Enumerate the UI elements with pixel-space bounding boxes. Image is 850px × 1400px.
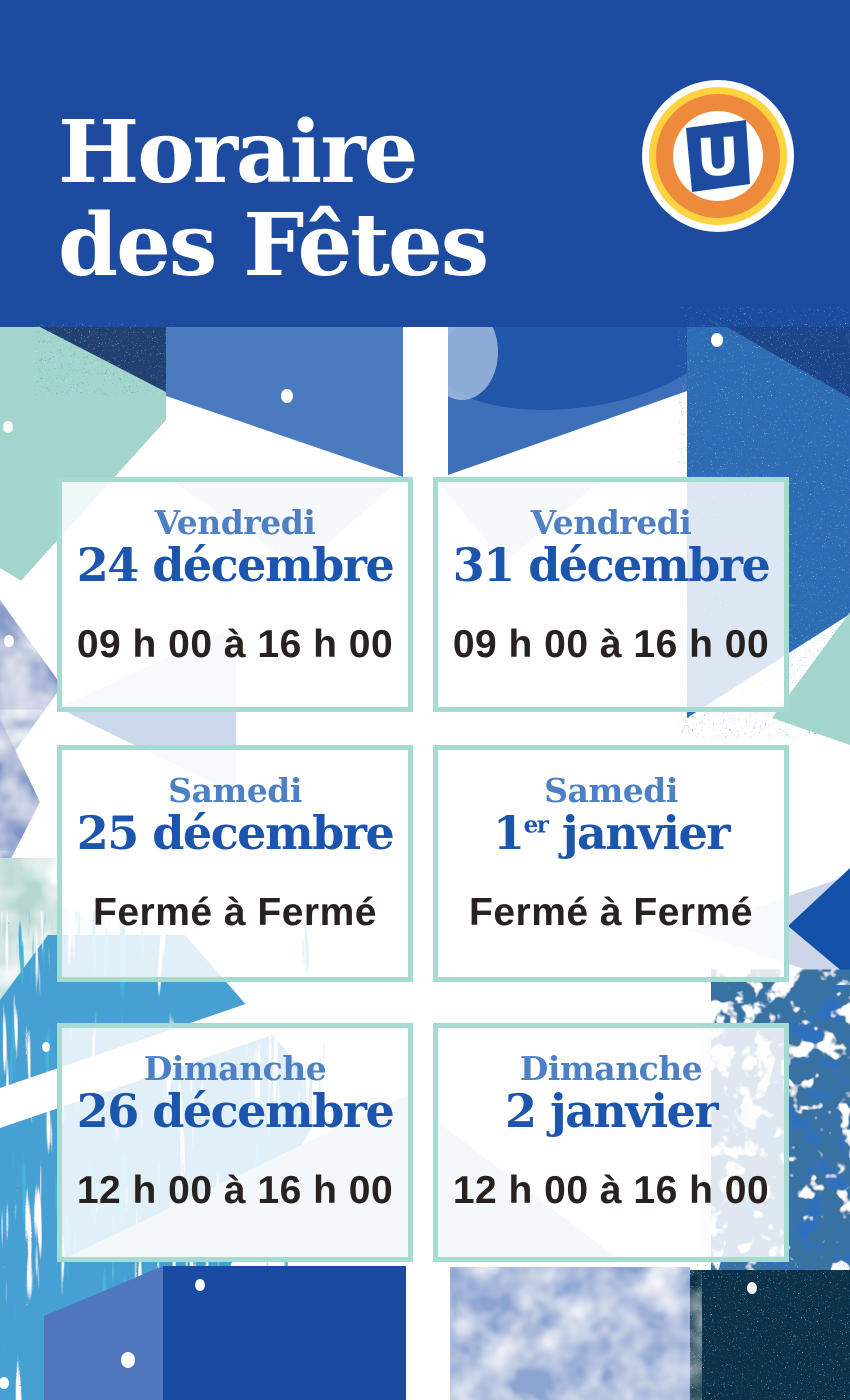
watercolor-texture [450, 1267, 690, 1400]
date-label: 24 décembre [76, 537, 394, 592]
page-title: Horaire des Fêtes [58, 101, 488, 297]
schedule-card [433, 477, 789, 712]
brand-logo [641, 79, 795, 233]
schedule-card [433, 745, 789, 982]
day-label: Dimanche [519, 1049, 703, 1088]
date-label: 2 janvier [504, 1083, 718, 1138]
date-label: 31 décembre [452, 537, 770, 592]
schedule-card [57, 1023, 413, 1262]
time-label: 12 h 00 à 16 h 00 [76, 1168, 394, 1212]
date-label: 25 décembre [76, 805, 394, 860]
day-label: Samedi [544, 771, 678, 810]
dark-glitter [690, 1270, 850, 1400]
day-label: Samedi [168, 771, 302, 810]
time-label: 09 h 00 à 16 h 00 [76, 622, 394, 666]
schedule-card [57, 477, 413, 712]
time-label: Fermé à Fermé [93, 890, 377, 934]
date-label: 1er janvier [493, 805, 729, 860]
day-label: Dimanche [143, 1049, 327, 1088]
date-label: 26 décembre [76, 1083, 394, 1138]
logo-letter: U [695, 126, 741, 190]
time-label: Fermé à Fermé [469, 890, 753, 934]
time-label: 12 h 00 à 16 h 00 [452, 1168, 770, 1212]
schedule-card [57, 745, 413, 982]
time-label: 09 h 00 à 16 h 00 [452, 622, 770, 666]
schedule-card [433, 1023, 789, 1262]
day-label: Vendredi [530, 503, 692, 542]
day-label: Vendredi [154, 503, 316, 542]
